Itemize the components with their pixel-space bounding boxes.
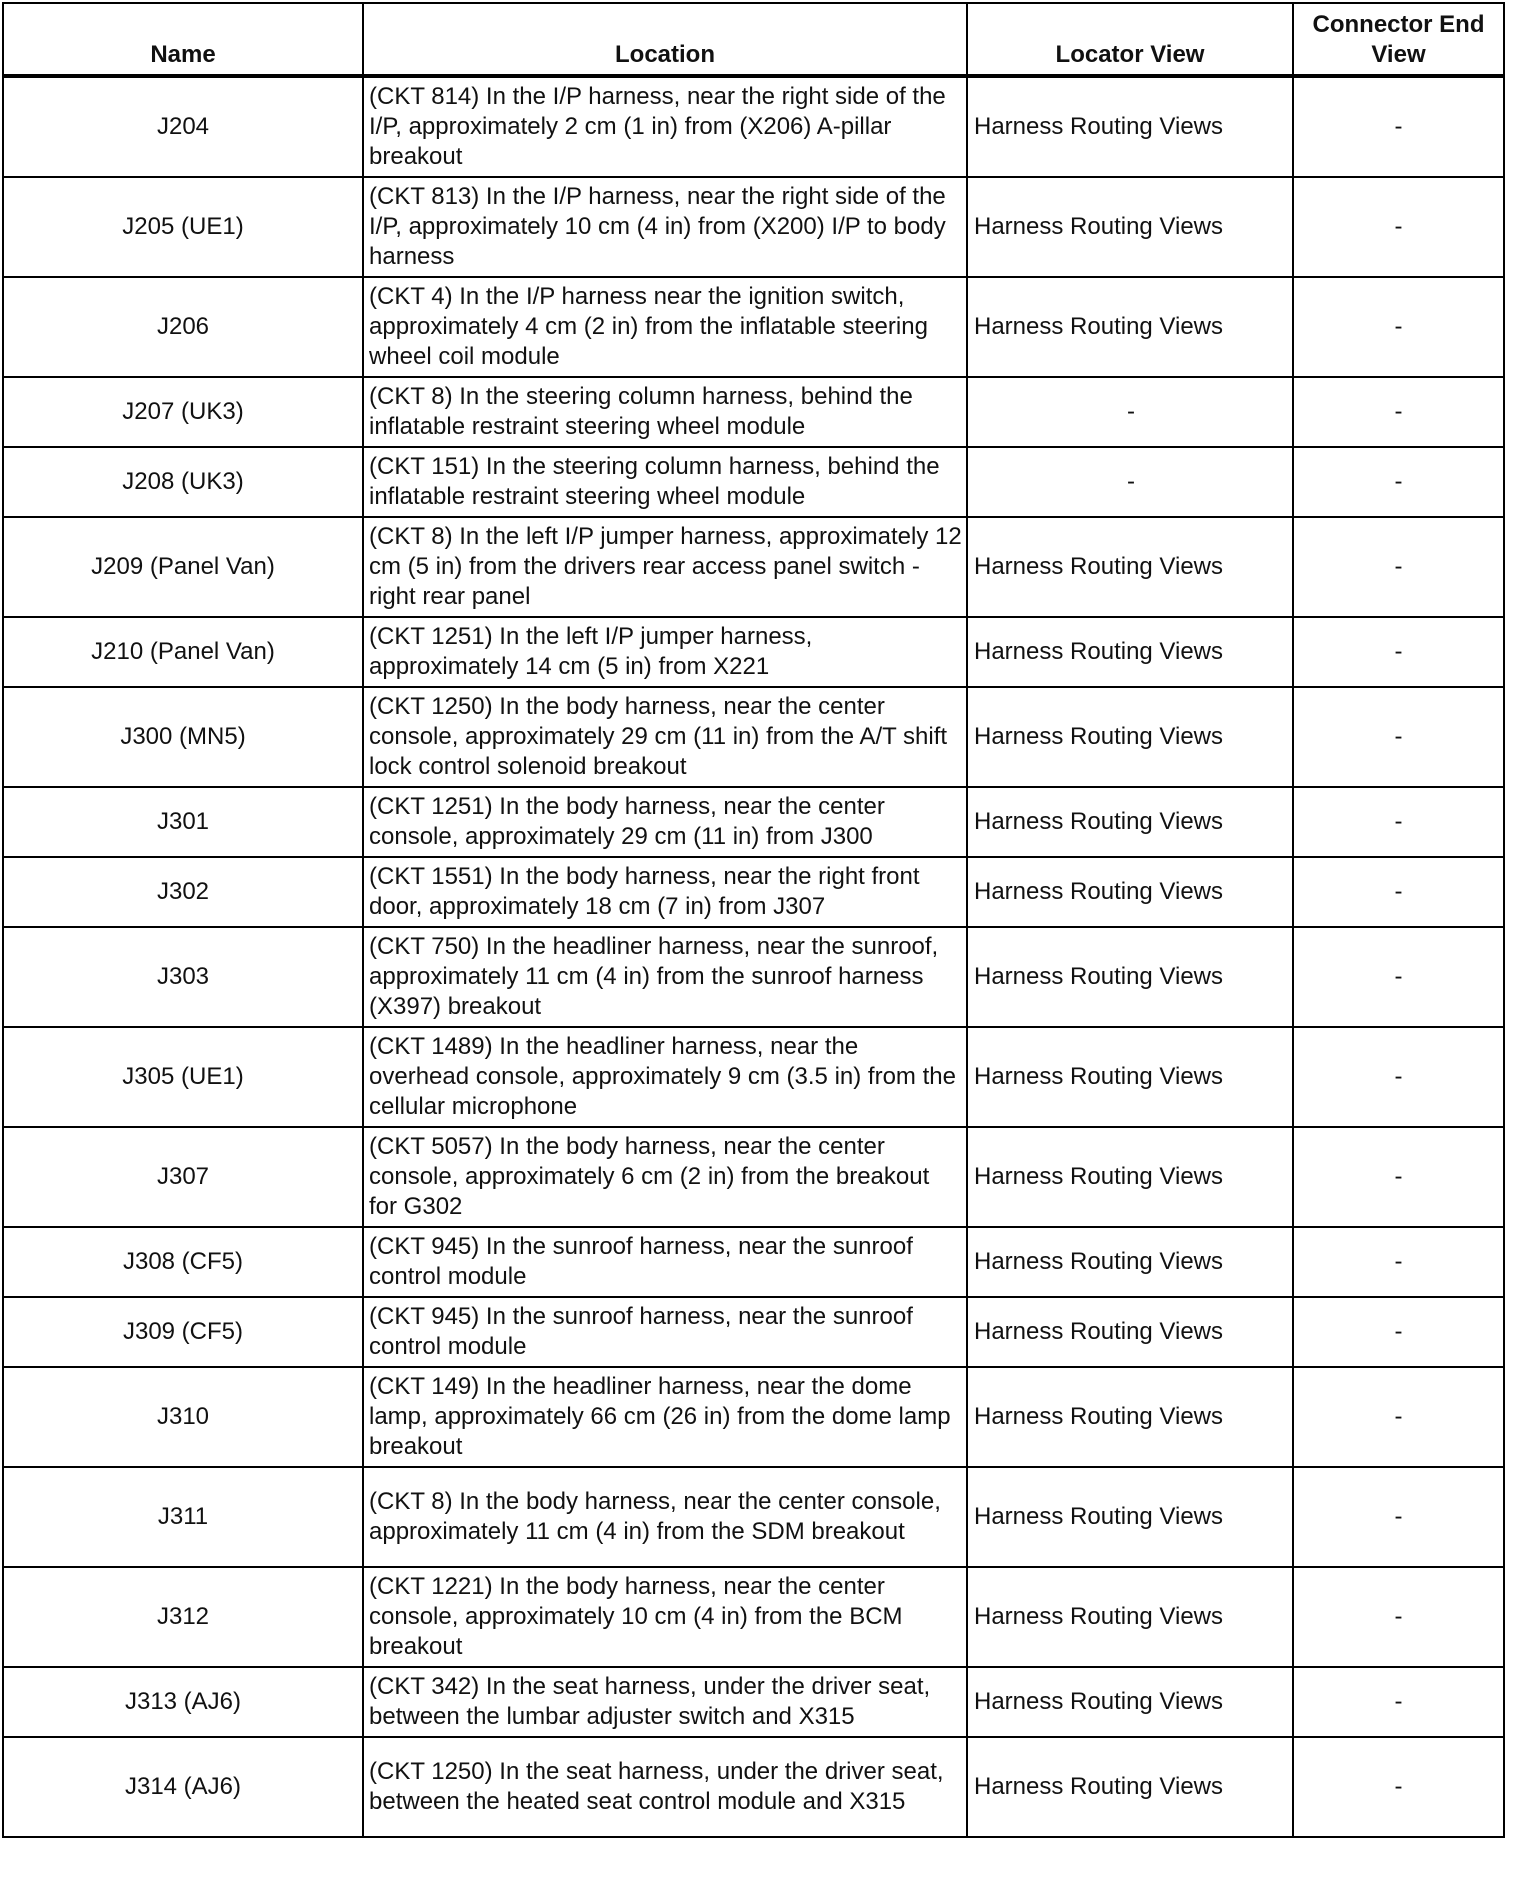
row-connector-end-view: - <box>1293 1737 1504 1837</box>
row-connector-end-view: - <box>1293 76 1504 177</box>
row-connector-end-view: - <box>1293 687 1504 787</box>
row-name: J209 (Panel Van) <box>3 517 363 617</box>
table-row <box>3 1737 1504 1837</box>
row-name: J311 <box>3 1467 363 1567</box>
row-name: J210 (Panel Van) <box>3 617 363 687</box>
row-name: J314 (AJ6) <box>3 1737 363 1837</box>
row-connector-end-view: - <box>1293 517 1504 617</box>
table-row <box>3 1667 1504 1737</box>
row-locator-view: Harness Routing Views <box>967 1127 1293 1227</box>
connector-table <box>2 2 1505 1838</box>
row-connector-end-view: - <box>1293 177 1504 277</box>
row-locator-view: Harness Routing Views <box>967 76 1293 177</box>
row-connector-end-view: - <box>1293 377 1504 447</box>
table-row <box>3 1027 1504 1127</box>
table-row <box>3 447 1504 517</box>
row-location: (CKT 1251) In the body harness, near the center console, approximately 29 cm (11 in) from J300 <box>363 787 967 857</box>
row-name: J300 (MN5) <box>3 687 363 787</box>
row-connector-end-view: - <box>1293 617 1504 687</box>
table-row <box>3 787 1504 857</box>
row-connector-end-view: - <box>1293 1297 1504 1367</box>
row-name: J302 <box>3 857 363 927</box>
table-row <box>3 857 1504 927</box>
row-location: (CKT 149) In the headliner harness, near the dome lamp, approximately 66 cm (26 in) from the dome lamp breakout <box>363 1367 967 1467</box>
table-row <box>3 1127 1504 1227</box>
row-connector-end-view: - <box>1293 1027 1504 1127</box>
table-row <box>3 1367 1504 1467</box>
table-row <box>3 1467 1504 1567</box>
row-name: J303 <box>3 927 363 1027</box>
row-location: (CKT 813) In the I/P harness, near the right side of the I/P, approximately 10 cm (4 in) from (X200) I/P to body harness <box>363 177 967 277</box>
row-locator-view: Harness Routing Views <box>967 857 1293 927</box>
row-name: J310 <box>3 1367 363 1467</box>
row-connector-end-view: - <box>1293 857 1504 927</box>
row-location: (CKT 750) In the headliner harness, near the sunroof, approximately 11 cm (4 in) from the sunroof harness (X397) breakout <box>363 927 967 1027</box>
table-row <box>3 617 1504 687</box>
row-connector-end-view: - <box>1293 1367 1504 1467</box>
row-locator-view: Harness Routing Views <box>967 1027 1293 1127</box>
table-row <box>3 377 1504 447</box>
row-connector-end-view: - <box>1293 1567 1504 1667</box>
row-locator-view: - <box>967 377 1293 447</box>
table-row <box>3 76 1504 177</box>
row-location: (CKT 5057) In the body harness, near the center console, approximately 6 cm (2 in) from the breakout for G302 <box>363 1127 967 1227</box>
row-location: (CKT 8) In the steering column harness, behind the inflatable restraint steering wheel module <box>363 377 967 447</box>
row-location: (CKT 4) In the I/P harness near the ignition switch, approximately 4 cm (2 in) from the inflatable steering wheel coil module <box>363 277 967 377</box>
row-location: (CKT 1551) In the body harness, near the right front door, approximately 18 cm (7 in) from J307 <box>363 857 967 927</box>
table-row <box>3 687 1504 787</box>
row-locator-view: Harness Routing Views <box>967 1367 1293 1467</box>
row-locator-view: Harness Routing Views <box>967 517 1293 617</box>
row-locator-view: Harness Routing Views <box>967 687 1293 787</box>
row-location: (CKT 8) In the left I/P jumper harness, approximately 12 cm (5 in) from the drivers rear access panel switch - right rear panel <box>363 517 967 617</box>
row-location: (CKT 814) In the I/P harness, near the right side of the I/P, approximately 2 cm (1 in) from (X206) A-pillar breakout <box>363 76 967 177</box>
row-location: (CKT 1221) In the body harness, near the center console, approximately 10 cm (4 in) from the BCM breakout <box>363 1567 967 1667</box>
row-name: J313 (AJ6) <box>3 1667 363 1737</box>
row-name: J205 (UE1) <box>3 177 363 277</box>
header-locator-view: Locator View <box>967 3 1293 76</box>
row-name: J207 (UK3) <box>3 377 363 447</box>
row-locator-view: Harness Routing Views <box>967 927 1293 1027</box>
row-locator-view: - <box>967 447 1293 517</box>
row-name: J204 <box>3 76 363 177</box>
row-connector-end-view: - <box>1293 1227 1504 1297</box>
row-connector-end-view: - <box>1293 447 1504 517</box>
row-connector-end-view: - <box>1293 787 1504 857</box>
row-name: J301 <box>3 787 363 857</box>
row-name: J208 (UK3) <box>3 447 363 517</box>
row-name: J309 (CF5) <box>3 1297 363 1367</box>
header-location: Location <box>363 3 967 76</box>
header-name: Name <box>3 3 363 76</box>
table-row <box>3 277 1504 377</box>
row-location: (CKT 342) In the seat harness, under the driver seat, between the lumbar adjuster switch and X315 <box>363 1667 967 1737</box>
table-row <box>3 177 1504 277</box>
row-locator-view: Harness Routing Views <box>967 1567 1293 1667</box>
row-name: J305 (UE1) <box>3 1027 363 1127</box>
row-connector-end-view: - <box>1293 927 1504 1027</box>
row-connector-end-view: - <box>1293 1127 1504 1227</box>
row-locator-view: Harness Routing Views <box>967 1297 1293 1367</box>
row-connector-end-view: - <box>1293 1467 1504 1567</box>
row-locator-view: Harness Routing Views <box>967 1227 1293 1297</box>
table-row <box>3 927 1504 1027</box>
row-locator-view: Harness Routing Views <box>967 1467 1293 1567</box>
header-row <box>3 3 1504 76</box>
row-location: (CKT 1250) In the body harness, near the center console, approximately 29 cm (11 in) from the A/T shift lock control solenoid breakout <box>363 687 967 787</box>
row-locator-view: Harness Routing Views <box>967 177 1293 277</box>
row-location: (CKT 1489) In the headliner harness, near the overhead console, approximately 9 cm (3.5 in) from the cellular microphone <box>363 1027 967 1127</box>
row-location: (CKT 945) In the sunroof harness, near the sunroof control module <box>363 1297 967 1367</box>
table-row <box>3 1567 1504 1667</box>
row-location: (CKT 8) In the body harness, near the center console, approximately 11 cm (4 in) from the SDM breakout <box>363 1467 967 1567</box>
row-locator-view: Harness Routing Views <box>967 1667 1293 1737</box>
row-connector-end-view: - <box>1293 277 1504 377</box>
row-name: J308 (CF5) <box>3 1227 363 1297</box>
row-location: (CKT 1250) In the seat harness, under the driver seat, between the heated seat control module and X315 <box>363 1737 967 1837</box>
row-name: J312 <box>3 1567 363 1667</box>
row-locator-view: Harness Routing Views <box>967 1737 1293 1837</box>
row-locator-view: Harness Routing Views <box>967 617 1293 687</box>
table-row <box>3 1227 1504 1297</box>
table-row <box>3 517 1504 617</box>
row-name: J206 <box>3 277 363 377</box>
row-location: (CKT 1251) In the left I/P jumper harness, approximately 14 cm (5 in) from X221 <box>363 617 967 687</box>
row-connector-end-view: - <box>1293 1667 1504 1737</box>
row-location: (CKT 151) In the steering column harness, behind the inflatable restraint steering wheel module <box>363 447 967 517</box>
row-locator-view: Harness Routing Views <box>967 277 1293 377</box>
row-name: J307 <box>3 1127 363 1227</box>
header-connector-end-view: Connector End View <box>1293 3 1504 76</box>
table-row <box>3 1297 1504 1367</box>
row-locator-view: Harness Routing Views <box>967 787 1293 857</box>
row-location: (CKT 945) In the sunroof harness, near the sunroof control module <box>363 1227 967 1297</box>
